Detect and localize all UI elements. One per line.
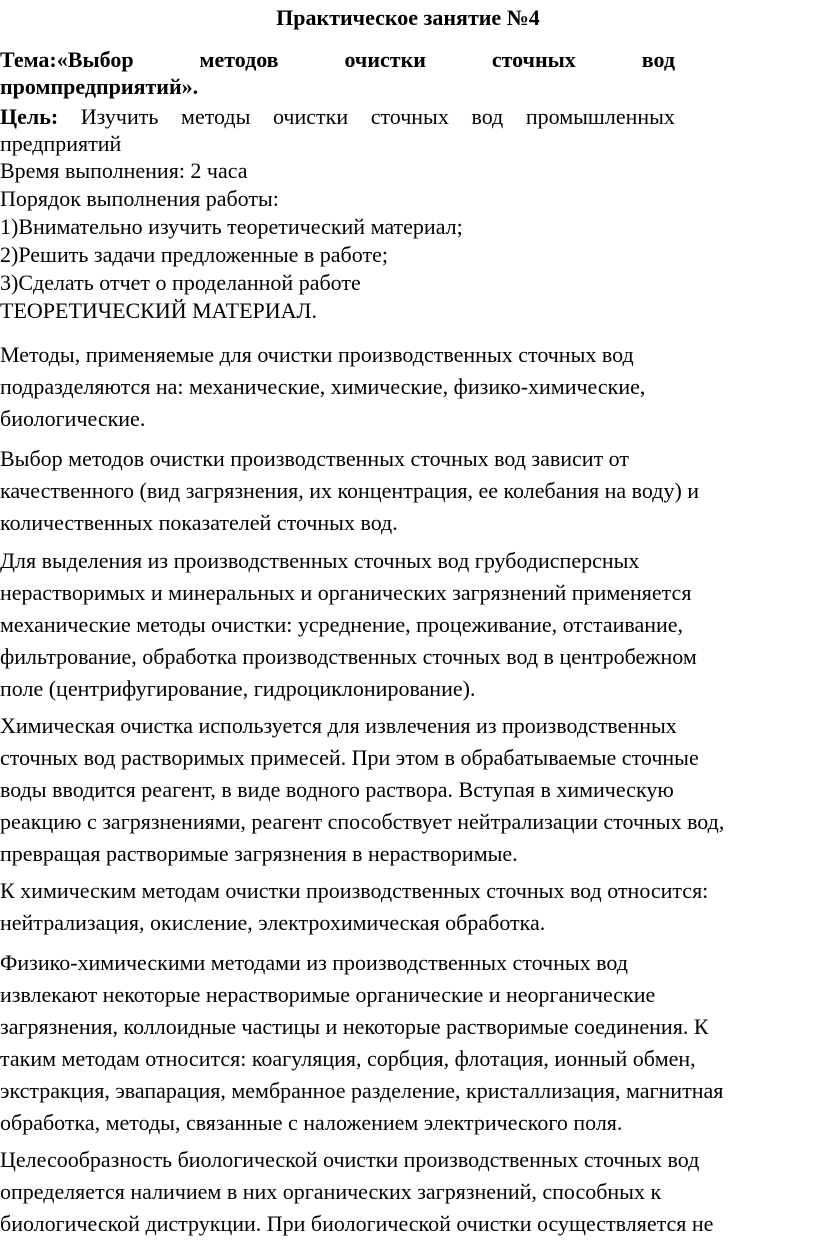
topic-word: вод — [641, 47, 675, 72]
paragraph-line: определяется наличием в них органических загрязнений, способных к — [0, 1179, 662, 1204]
paragraph-line: загрязнения, коллоидные частицы и некоторые растворимые соединения. К — [0, 1014, 709, 1039]
paragraph — [0, 710, 812, 870]
goal-block — [0, 103, 675, 157]
paragraph — [0, 443, 812, 539]
paragraph-line: количественных показателей сточных вод. — [0, 510, 398, 535]
paragraph-line: биологические. — [0, 406, 146, 431]
paragraph-line: поле (центрифугирование, гидроциклонирование). — [0, 676, 476, 701]
paragraph-line: К химическим методам очистки производственных сточных вод относится: — [0, 878, 709, 903]
paragraph-line: воды вводится реагент, в виде водного раствора. Вступая в химическую — [0, 777, 674, 802]
step-item: 1)Внимательно изучить теоретический материал; — [0, 214, 463, 239]
paragraph-line: извлекают некоторые нерастворимые органические и неорганические — [0, 982, 656, 1007]
paragraph-line: биологической диструкции. При биологической очистки осуществляется не — [0, 1211, 714, 1236]
paragraph-line: экстракция, эвапарация, мембранное разделение, кристаллизация, магнитная — [0, 1078, 724, 1103]
paragraph-line: Целесообразность биологической очистки производственных сточных вод — [0, 1147, 700, 1172]
paragraph — [0, 339, 812, 435]
goal-word: сточных — [370, 104, 449, 129]
topic-word: очистки — [344, 47, 426, 72]
order-title: Порядок выполнения работы: — [0, 186, 279, 211]
goal-word: очистки — [272, 104, 349, 129]
topic-word: методов — [199, 47, 279, 72]
step-item: 2)Решить задачи предложенные в работе; — [0, 242, 388, 267]
paragraph-line: таким методам относится: коагуляция, сорбция, флотация, ионный обмен, — [0, 1046, 696, 1071]
topic-line-1 — [0, 46, 675, 73]
paragraph-line: механические методы очистки: усреднение, процеживание, отстаивание, — [0, 612, 684, 637]
step-item: 3)Сделать отчет о проделанной работе — [0, 270, 361, 295]
paragraph-line: фильтрование, обработка производственных сточных вод в центробежном — [0, 644, 697, 669]
paragraph-line: Химическая очистка используется для извлечения из производственных — [0, 713, 677, 738]
paragraph-line: Методы, применяемые для очистки производственных сточных вод — [0, 342, 634, 367]
paragraph — [0, 947, 812, 1139]
section-title: ТЕОРЕТИЧЕСКИЙ МАТЕРИАЛ. — [0, 298, 317, 323]
paragraph-line: Физико-химическими методами из производственных сточных вод — [0, 950, 628, 975]
goal-line-2: предприятий — [0, 131, 122, 156]
goal-word: промышленных — [525, 104, 675, 129]
paragraph — [0, 545, 812, 705]
goal-word: методы — [181, 104, 251, 129]
topic-block — [0, 46, 675, 100]
goal-word: вод — [471, 104, 504, 129]
paragraph — [0, 875, 812, 939]
paragraph-line: сточных вод растворимых примесей. При этом в обрабатываемые сточные — [0, 745, 699, 770]
page-title: Практическое занятие №4 — [276, 5, 540, 30]
time-line: Время выполнения: 2 часа — [0, 158, 248, 183]
paragraph-line: качественного (вид загрязнения, их концентрация, ее колебания на воду) и — [0, 478, 700, 503]
paragraph-line: нейтрализация, окисление, электрохимическая обработка. — [0, 910, 546, 935]
paragraph-line: обработка, методы, связанные с наложением электрического поля. — [0, 1110, 623, 1135]
goal-word: Изучить — [80, 104, 159, 129]
goal-label: Цель: — [0, 104, 59, 129]
paragraph-line: превращая растворимые загрязнения в нерастворимые. — [0, 841, 518, 866]
paragraph-line: реакцию с загрязнениями, реагент способствует нейтрализации сточных вод, — [0, 809, 725, 834]
topic-word: сточных — [491, 47, 576, 72]
topic-label: Тема: — [0, 47, 57, 72]
goal-line-1 — [0, 103, 675, 130]
paragraph-line: подразделяются на: механические, химические, физико-химические, — [0, 374, 646, 399]
topic-line-2: промпредприятий». — [0, 74, 199, 99]
paragraph-line: нерастворимых и минеральных и органических загрязнений применяется — [0, 580, 692, 605]
paragraph-line: Для выделения из производственных сточных вод грубодисперсных — [0, 548, 640, 573]
paragraph — [0, 1144, 812, 1240]
paragraph-line: Выбор методов очистки производственных сточных вод зависит от — [0, 446, 630, 471]
topic-word: Тема:«Выбор — [0, 47, 134, 72]
goal-word — [0, 103, 58, 130]
